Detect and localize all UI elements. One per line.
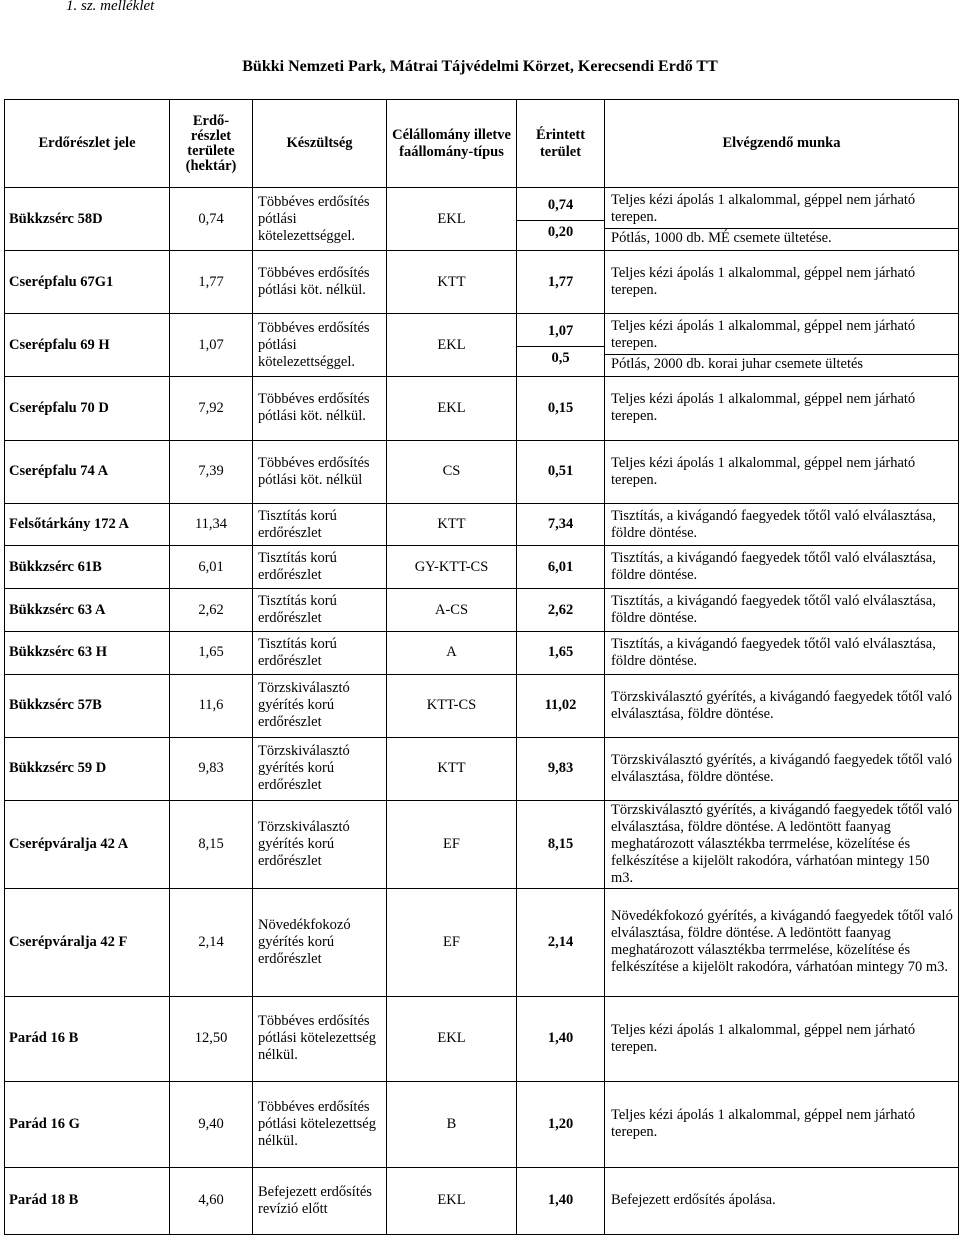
forest-part-id: Bükkzsérc 61B bbox=[5, 546, 170, 589]
table-row bbox=[5, 503, 959, 546]
target-stand-type: EKL bbox=[387, 377, 517, 440]
affected-area: 8,15 bbox=[517, 801, 605, 889]
forest-part-id: Bükkzsérc 57B bbox=[5, 674, 170, 737]
affected-area-replanting: 0,20 bbox=[547, 224, 574, 241]
forest-part-area: 2,14 bbox=[170, 888, 253, 996]
forest-part-id: Cserépváralja 42 A bbox=[5, 801, 170, 889]
forest-part-area: 11,6 bbox=[170, 674, 253, 737]
work-to-do: Tisztítás, a kivágandó faegyedek tőtől való elválasztása, földre döntése. bbox=[605, 632, 959, 675]
target-stand-type: GY-KTT-CS bbox=[387, 546, 517, 589]
target-stand-type: KTT bbox=[387, 737, 517, 800]
work-to-do: Teljes kézi ápolás 1 alkalommal, géppel nem járható terepen. bbox=[605, 377, 959, 440]
work-replanting: Pótlás, 2000 db. korai juhar csemete ültetés bbox=[611, 355, 864, 372]
readiness-status: Tisztítás korú erdőrészlet bbox=[253, 546, 387, 589]
table-row bbox=[5, 888, 959, 996]
readiness-status: Többéves erdősítés pótlási kötelezettséggel. bbox=[253, 188, 387, 251]
forest-part-id: Felsőtárkány 172 A bbox=[5, 503, 170, 546]
forest-part-area: 2,62 bbox=[170, 589, 253, 632]
affected-area: 0,15 bbox=[517, 377, 605, 440]
affected-area: 1,20 bbox=[517, 1082, 605, 1168]
forest-part-area: 1,65 bbox=[170, 632, 253, 675]
forest-part-id: Bükkzsérc 63 H bbox=[5, 632, 170, 675]
forest-part-area: 0,74 bbox=[170, 188, 253, 251]
work-to-do: Törzskiválasztó gyérítés, a kivágandó faegyedek tőtől való elválasztása, földre döntése. bbox=[605, 737, 959, 800]
readiness-status: Növedékfokozó gyérítés korú erdőrészlet bbox=[253, 888, 387, 996]
work-to-do: Tisztítás, a kivágandó faegyedek tőtől való elválasztása, földre döntése. bbox=[605, 503, 959, 546]
work-to-do: Befejezett erdősítés ápolása. bbox=[605, 1167, 959, 1234]
readiness-status: Tisztítás korú erdőrészlet bbox=[253, 589, 387, 632]
forest-part-area: 9,83 bbox=[170, 737, 253, 800]
header-name: Erdőrészlet jele bbox=[5, 100, 170, 188]
forest-part-id: Parád 16 B bbox=[5, 996, 170, 1082]
forest-part-area: 9,40 bbox=[170, 1082, 253, 1168]
forest-part-id: Cserépváralja 42 F bbox=[5, 888, 170, 996]
affected-area: 1,40 bbox=[517, 1167, 605, 1234]
forest-part-id: Cserépfalu 74 A bbox=[5, 440, 170, 503]
target-stand-type: A bbox=[387, 632, 517, 675]
affected-area-tending: 1,07 bbox=[517, 323, 604, 347]
readiness-status: Befejezett erdősítés revízió előtt bbox=[253, 1167, 387, 1234]
affected-area-tending: 0,74 bbox=[517, 197, 604, 221]
work-to-do: Növedékfokozó gyérítés, a kivágandó faegyedek tőtől való elválasztása, földre döntése. A ledöntött faanyag meghatározott választékba terrmelése, közelítése és felkészítése a kijelölt rakodóra, várhatóan mintegy 70 m3. bbox=[605, 888, 959, 996]
readiness-status: Törzskiválasztó gyérítés korú erdőrészlet bbox=[253, 737, 387, 800]
forest-part-id: Bükkzsérc 58D bbox=[5, 188, 170, 251]
table-row bbox=[5, 440, 959, 503]
forest-part-id: Cserépfalu 69 H bbox=[5, 314, 170, 377]
target-stand-type: A-CS bbox=[387, 589, 517, 632]
target-stand-type: EKL bbox=[387, 314, 517, 377]
work-tending: Teljes kézi ápolás 1 alkalommal, géppel nem járható terepen. bbox=[605, 318, 958, 355]
target-stand-type: EKL bbox=[387, 188, 517, 251]
affected-area: 0,51 bbox=[517, 440, 605, 503]
table-row bbox=[5, 188, 959, 251]
forest-part-area: 11,34 bbox=[170, 503, 253, 546]
table-row bbox=[5, 251, 959, 314]
forest-part-area: 7,39 bbox=[170, 440, 253, 503]
work-to-do: Tisztítás, a kivágandó faegyedek tőtől való elválasztása, földre döntése. bbox=[605, 546, 959, 589]
affected-area: 1,40 bbox=[517, 996, 605, 1082]
target-stand-type: CS bbox=[387, 440, 517, 503]
readiness-status: Többéves erdősítés pótlási köt. nélkül bbox=[253, 440, 387, 503]
target-stand-type: EKL bbox=[387, 1167, 517, 1234]
target-stand-type: KTT-CS bbox=[387, 674, 517, 737]
table-row bbox=[5, 589, 959, 632]
forest-part-area: 8,15 bbox=[170, 801, 253, 889]
table-row bbox=[5, 1167, 959, 1234]
affected-area: 7,34 bbox=[517, 503, 605, 546]
affected-area: 9,83 bbox=[517, 737, 605, 800]
affected-area: 2,14 bbox=[517, 888, 605, 996]
table-row bbox=[5, 737, 959, 800]
table-row bbox=[5, 996, 959, 1082]
forest-part-area: 1,07 bbox=[170, 314, 253, 377]
readiness-status: Többéves erdősítés pótlási kötelezettség nélkül. bbox=[253, 996, 387, 1082]
table-row bbox=[5, 314, 959, 377]
header-status: Készültség bbox=[253, 100, 387, 188]
readiness-status: Törzskiválasztó gyérítés korú erdőrészlet bbox=[253, 801, 387, 889]
affected-area: 1,77 bbox=[517, 251, 605, 314]
readiness-status: Többéves erdősítés pótlási köt. nélkül. bbox=[253, 251, 387, 314]
affected-area: 11,02 bbox=[517, 674, 605, 737]
header-area: Erdő-részlet területe (hektár) bbox=[170, 100, 253, 188]
forest-part-area: 12,50 bbox=[170, 996, 253, 1082]
affected-area-cell bbox=[517, 188, 605, 251]
affected-area: 1,65 bbox=[517, 632, 605, 675]
work-to-do: Teljes kézi ápolás 1 alkalommal, géppel nem járható terepen. bbox=[605, 251, 959, 314]
work-to-do: Teljes kézi ápolás 1 alkalommal, géppel nem járható terepen. bbox=[605, 440, 959, 503]
forest-part-id: Parád 16 G bbox=[5, 1082, 170, 1168]
target-stand-type: KTT bbox=[387, 503, 517, 546]
work-to-do-cell bbox=[605, 188, 959, 251]
forest-part-area: 4,60 bbox=[170, 1167, 253, 1234]
forest-work-table bbox=[4, 99, 959, 1235]
target-stand-type: EF bbox=[387, 801, 517, 889]
work-to-do: Törzskiválasztó gyérítés, a kivágandó faegyedek tőtől való elválasztása, földre döntése. bbox=[605, 674, 959, 737]
forest-part-area: 1,77 bbox=[170, 251, 253, 314]
forest-part-id: Cserépfalu 70 D bbox=[5, 377, 170, 440]
header-work: Elvégzendő munka bbox=[605, 100, 959, 188]
affected-area: 6,01 bbox=[517, 546, 605, 589]
table-row bbox=[5, 801, 959, 889]
work-to-do: Teljes kézi ápolás 1 alkalommal, géppel nem járható terepen. bbox=[605, 996, 959, 1082]
forest-part-id: Cserépfalu 67G1 bbox=[5, 251, 170, 314]
readiness-status: Tisztítás korú erdőrészlet bbox=[253, 503, 387, 546]
forest-part-id: Bükkzsérc 59 D bbox=[5, 737, 170, 800]
forest-part-id: Parád 18 B bbox=[5, 1167, 170, 1234]
work-to-do: Teljes kézi ápolás 1 alkalommal, géppel nem járható terepen. bbox=[605, 1082, 959, 1168]
readiness-status: Többéves erdősítés pótlási kötelezettség nélkül. bbox=[253, 1082, 387, 1168]
forest-part-id: Bükkzsérc 63 A bbox=[5, 589, 170, 632]
work-to-do: Tisztítás, a kivágandó faegyedek tőtől való elválasztása, földre döntése. bbox=[605, 589, 959, 632]
readiness-status: Tisztítás korú erdőrészlet bbox=[253, 632, 387, 675]
target-stand-type: EF bbox=[387, 888, 517, 996]
forest-part-area: 6,01 bbox=[170, 546, 253, 589]
affected-area-replanting: 0,5 bbox=[551, 350, 570, 367]
document-title: Bükki Nemzeti Park, Mátrai Tájvédelmi Körzet, Kerecsendi Erdő TT bbox=[242, 58, 718, 75]
header-affected: Érintett terület bbox=[517, 100, 605, 188]
readiness-status: Törzskiválasztó gyérítés korú erdőrészlet bbox=[253, 674, 387, 737]
affected-area-cell bbox=[517, 314, 605, 377]
table-row bbox=[5, 632, 959, 675]
affected-area: 2,62 bbox=[517, 589, 605, 632]
work-to-do: Törzskiválasztó gyérítés, a kivágandó faegyedek tőtől való elválasztása, földre döntése. A ledöntött faanyag meghatározott választékba terrmelése, közelítése és felkészítése a kijelölt rakodóra, várhatóan mintegy 150 m3. bbox=[605, 801, 959, 889]
work-to-do-cell bbox=[605, 314, 959, 377]
table-header-row bbox=[5, 100, 959, 188]
table-row bbox=[5, 674, 959, 737]
table-row bbox=[5, 546, 959, 589]
header-type: Célállomány illetve faállomány-típus bbox=[387, 100, 517, 188]
work-replanting: Pótlás, 1000 db. MÉ csemete ültetése. bbox=[611, 229, 832, 246]
target-stand-type: EKL bbox=[387, 996, 517, 1082]
annex-label: 1. sz. melléklet bbox=[66, 0, 155, 14]
table-row bbox=[5, 377, 959, 440]
forest-part-area: 7,92 bbox=[170, 377, 253, 440]
target-stand-type: KTT bbox=[387, 251, 517, 314]
work-tending: Teljes kézi ápolás 1 alkalommal, géppel nem járható terepen. bbox=[605, 192, 958, 229]
readiness-status: Többéves erdősítés pótlási kötelezettséggel. bbox=[253, 314, 387, 377]
table-row bbox=[5, 1082, 959, 1168]
readiness-status: Többéves erdősítés pótlási köt. nélkül. bbox=[253, 377, 387, 440]
target-stand-type: B bbox=[387, 1082, 517, 1168]
